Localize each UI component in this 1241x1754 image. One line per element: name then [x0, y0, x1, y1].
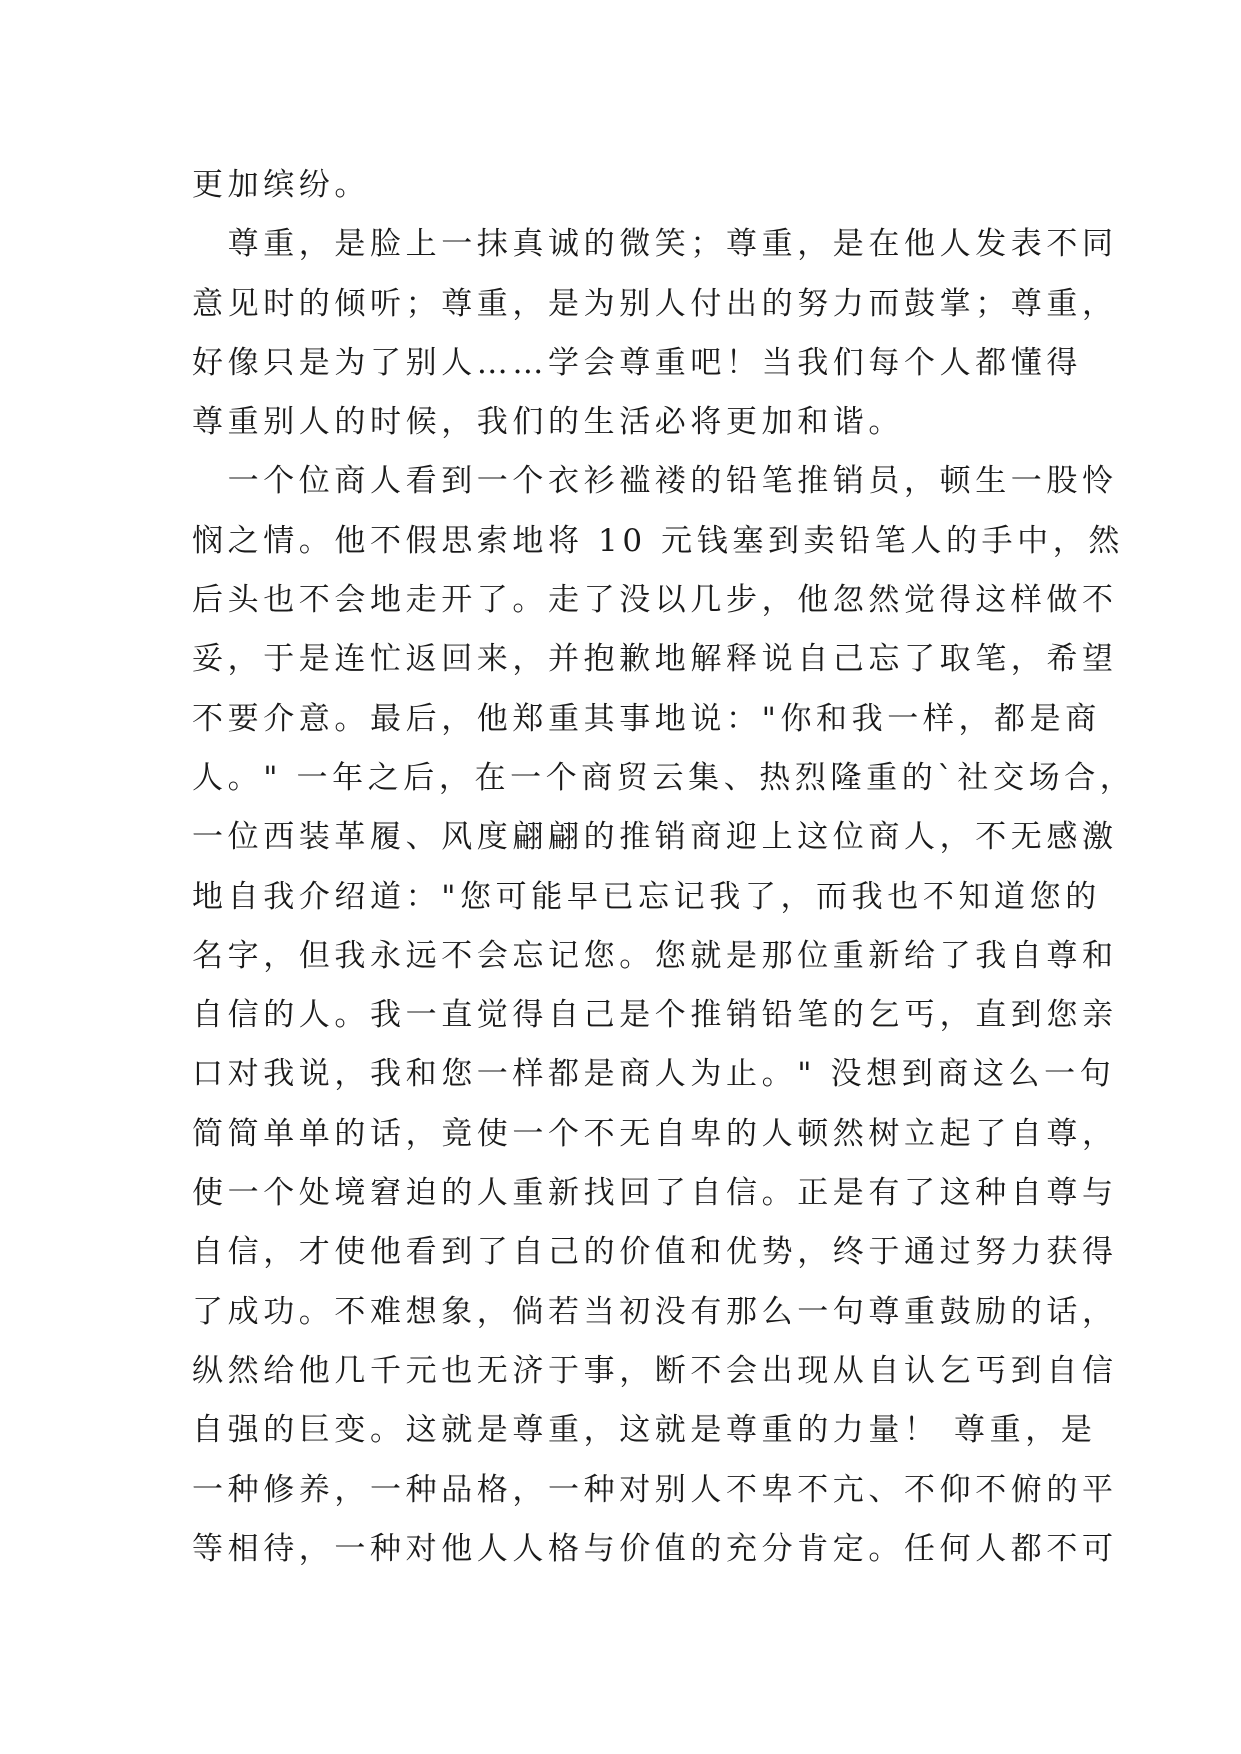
text-line: 后头也不会地走开了。走了没以几步，他忽然觉得这样做不	[192, 582, 1118, 619]
text-line: 纵然给他几千元也无济于事，断不会出现从自认乞丐到自信	[192, 1352, 1118, 1389]
text-line: 尊重别人的时候，我们的生活必将更加和谐。	[192, 404, 904, 441]
text-line: 等相待，一种对他人人格与价值的充分肯定。任何人都不可	[192, 1530, 1118, 1567]
text-line: 更加缤纷。	[192, 167, 370, 203]
text-line: 一种修养，一种品格，一种对别人不卑不亢、不仰不俯的平	[192, 1471, 1118, 1508]
text-line: 一个位商人看到一个衣衫褴褛的铅笔推销员，顿生一股怜	[192, 463, 1118, 500]
text-line: 了成功。不难想象，倘若当初没有那么一句尊重鼓励的话，	[192, 1293, 1118, 1330]
text-line: 使一个处境窘迫的人重新找回了自信。正是有了这种自尊与	[192, 1175, 1118, 1212]
text-line: 名字，但我永远不会忘记您。您就是那位重新给了我自尊和	[192, 937, 1118, 974]
text-line: 悯之情。他不假思索地将 10 元钱塞到卖铅笔人的手中，然	[192, 522, 1124, 559]
text-line: 自强的巨变。这就是尊重，这就是尊重的力量！ 尊重，是	[192, 1412, 1097, 1449]
text-line: 口对我说，我和您一样都是商人为止。" 没想到商这么一句	[192, 1056, 1116, 1093]
text-line: 意见时的倾听；尊重，是为别人付出的努力而鼓掌；尊重，	[192, 285, 1118, 322]
text-line: 自信，才使他看到了自己的价值和优势，终于通过努力获得	[192, 1234, 1118, 1271]
text-line: 不要介意。最后，他郑重其事地说："你和我一样，都是商	[192, 700, 1101, 737]
text-line: 尊重，是脸上一抹真诚的微笑；尊重，是在他人发表不同	[192, 226, 1118, 263]
body-text	[192, 156, 1136, 1579]
text-line: 一位西装革履、风度翩翩的推销商迎上这位商人，不无感激	[192, 819, 1118, 856]
text-line: 简简单单的话，竟使一个不无自卑的人顿然树立起了自尊，	[192, 1115, 1118, 1152]
text-line: 人。" 一年之后，在一个商贸云集、热烈隆重的`社交场合，	[192, 759, 1136, 796]
text-line: 地自我介绍道："您可能早已忘记我了，而我也不知道您的	[192, 878, 1101, 915]
text-line: 自信的人。我一直觉得自己是个推销铅笔的乞丐，直到您亲	[192, 997, 1118, 1034]
text-line: 妥，于是连忙返回来，并抱歉地解释说自己忘了取笔，希望	[192, 641, 1118, 678]
text-line: 好像只是为了别人……学会尊重吧！当我们每个人都懂得	[192, 344, 1082, 381]
